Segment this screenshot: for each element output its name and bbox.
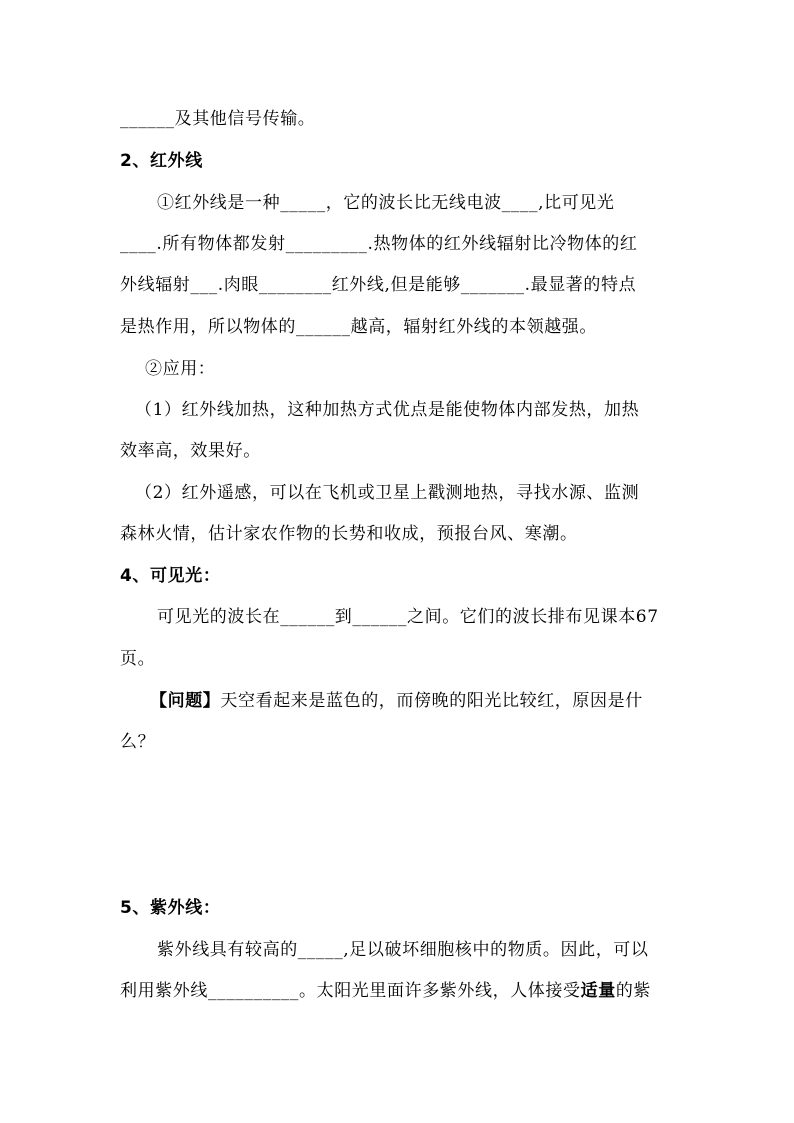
- text-line-infrared-heating-cont: 效率高，效果好。: [120, 441, 261, 461]
- text-line-infrared-heat: 是热作用，所以物体的______越高，辐射红外线的本领越强。: [120, 317, 597, 337]
- question-line: [150, 691, 643, 711]
- text-line-infrared-eye: 外线辐射___.肉眼________红外线,但是能够_______.最显著的特点: [120, 275, 637, 295]
- section-heading-ultraviolet: 5、紫外线：: [120, 898, 221, 918]
- text-line-infrared-remote-sensing-cont: 森林火情，估计家农作物的长势和收成，预报台风、寒潮。: [120, 524, 578, 544]
- text-line-ultraviolet-use: [120, 981, 651, 1001]
- emphasis-appropriate-amount: 适量: [580, 981, 616, 1001]
- question-text: 天空看起来是蓝色的，而傍晚的阳光比较红，原因是什: [220, 691, 643, 711]
- section-heading-visible-light: 4、可见光：: [120, 566, 221, 586]
- text-line-infrared-remote-sensing: （2）红外遥感，可以在飞机或卫星上戳测地热，寻找水源、监测: [135, 483, 640, 503]
- text-line-applications-label: ②应用：: [145, 359, 216, 379]
- text-line-infrared-heating: （1）红外线加热，这种加热方式优点是能使物体内部发热，加热: [135, 400, 640, 420]
- text-line-signal-transmission: ______及其他信号传输。: [120, 109, 316, 129]
- text-line-ultraviolet-energy: 紫外线具有较高的_____,足以破坏细胞核中的物质。因此，可以: [157, 940, 649, 960]
- text-line-question-cont: 么？: [120, 732, 156, 752]
- text-line-visible-wavelength-cont: 页。: [120, 649, 156, 669]
- ultraviolet-use-text: 利用紫外线__________。太阳光里面许多紫外线，人体接受: [120, 981, 581, 1001]
- text-line-infrared-definition: ①红外线是一种_____，它的波长比无线电波____,比可见光: [157, 193, 615, 213]
- text-line-infrared-emission: ____.所有物体都发射_________.热物体的红外线辐射比冷物体的红: [120, 234, 638, 254]
- ultraviolet-use-text-end: 的紫: [615, 981, 652, 1001]
- section-heading-infrared: 2、红外线: [120, 151, 203, 171]
- question-tag: 【问题】: [150, 691, 221, 711]
- text-line-visible-wavelength: 可见光的波长在______到______之间。它们的波长排布见课本67: [157, 607, 659, 627]
